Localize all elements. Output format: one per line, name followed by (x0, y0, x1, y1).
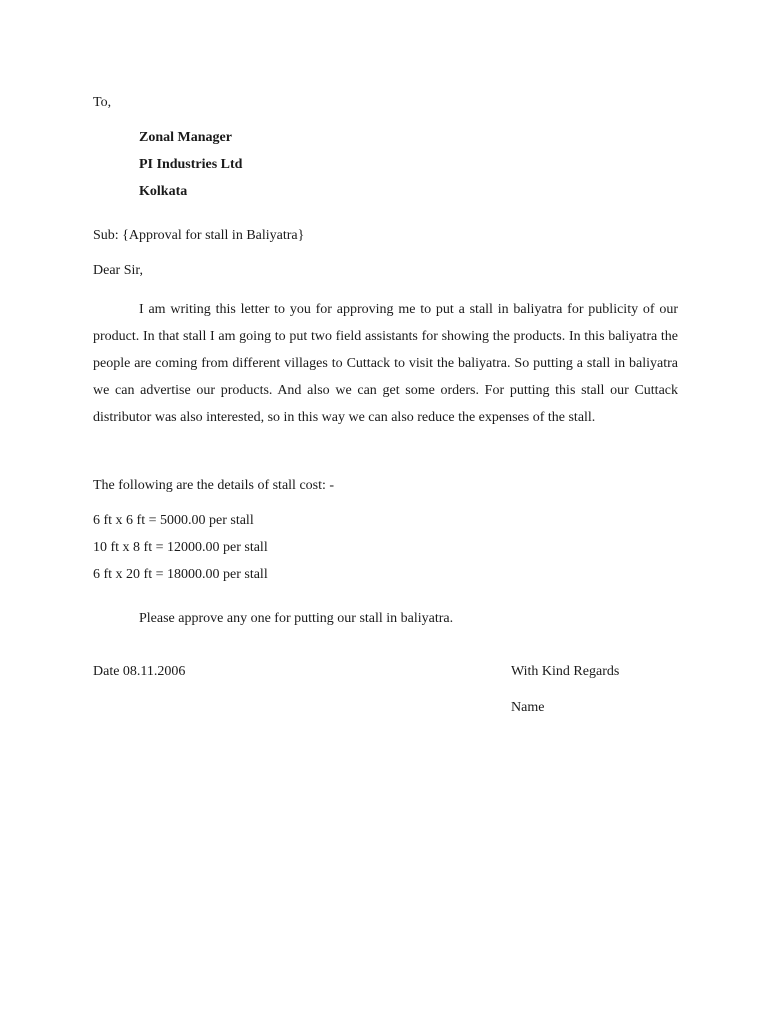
cost-item: 6 ft x 20 ft = 18000.00 per stall (93, 567, 268, 582)
subject-line: Sub: {Approval for stall in Baliyatra} (93, 228, 305, 243)
greeting: Dear Sir, (93, 263, 143, 278)
signature-name: Name (511, 700, 545, 715)
approval-request: Please approve any one for putting our stall in baliyatra. (139, 611, 454, 626)
body-paragraph: I am writing this letter to you for approving me to put a stall in baliyatra for publicity of our product. In that stall I am going to put two field assistants for showing the products. In this baliyatra the people are coming from different villages to Cuttack to visit the baliyatra. So putting a stall in baliyatra we can advertise our products. And also we can get some orders. For putting this stall our Cuttack distributor was also interested, so in this way we can also reduce the expenses of the stall. (93, 302, 678, 425)
cost-item: 10 ft x 8 ft = 12000.00 per stall (93, 540, 268, 555)
recipient-company: PI Industries Ltd (139, 157, 243, 172)
cost-item: 6 ft x 6 ft = 5000.00 per stall (93, 513, 254, 528)
recipient-title: Zonal Manager (139, 130, 232, 145)
cost-intro: The following are the details of stall cost: - (93, 478, 335, 493)
salutation-to: To, (93, 95, 112, 110)
recipient-city: Kolkata (139, 184, 188, 199)
closing-phrase: With Kind Regards (511, 664, 620, 679)
letter-date: Date 08.11.2006 (93, 664, 186, 679)
